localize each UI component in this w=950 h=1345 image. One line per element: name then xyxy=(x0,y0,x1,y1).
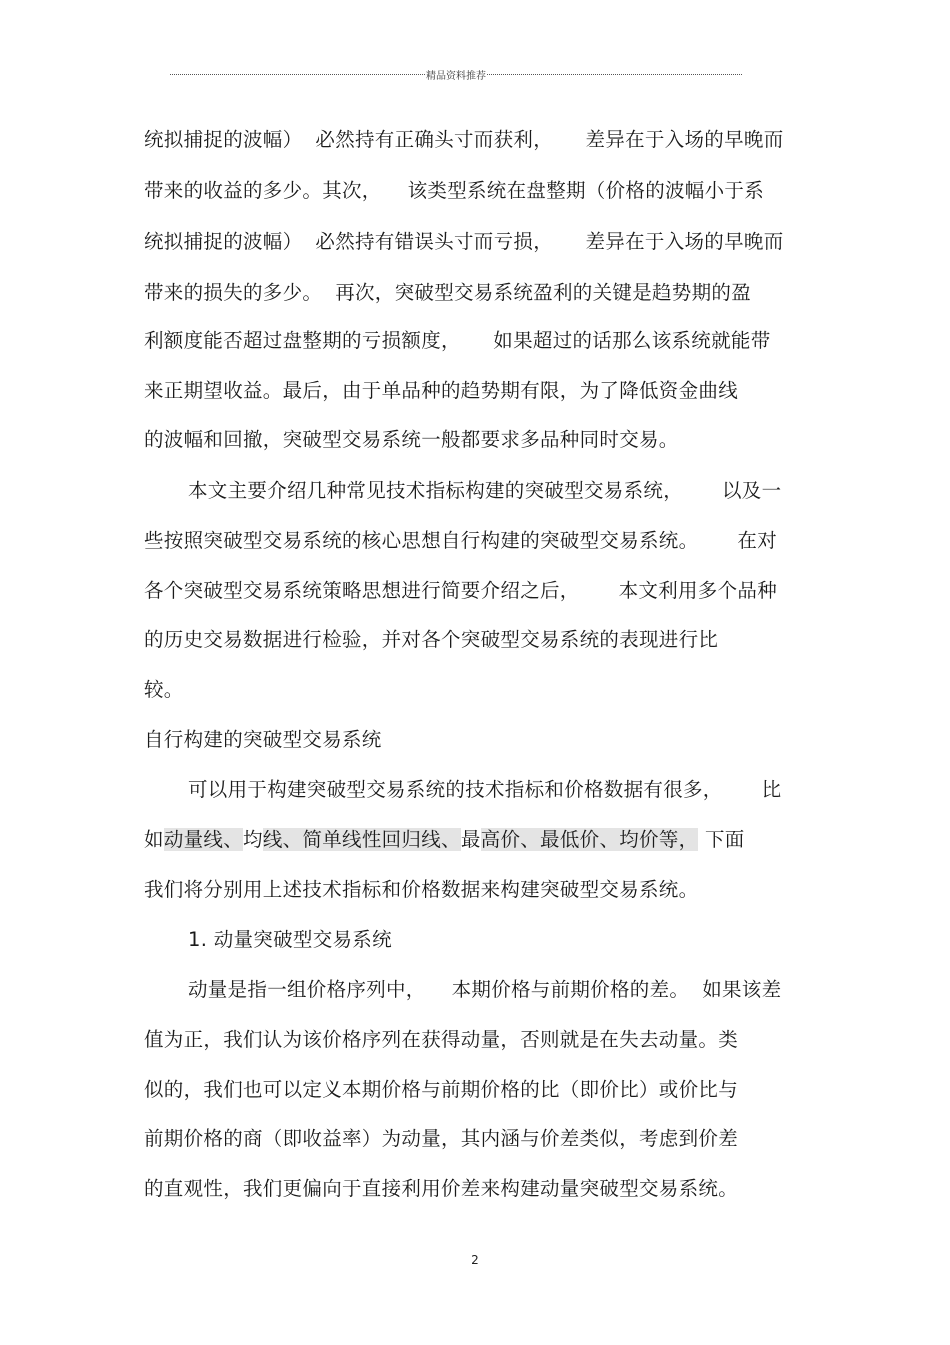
text-line: 统拟捕捉的波幅） 必然持有错误头寸而亏损， 差异在于入场的早晚而 xyxy=(144,230,784,253)
highlighted-text: 高价、最低价、均价等， xyxy=(480,828,699,851)
text-line: 前期价格的商（即收益率）为动量，其内涵与价差类似，考虑到价差 xyxy=(144,1127,739,1150)
numbered-subheading: 1. 动量突破型交易系统 xyxy=(188,928,392,951)
text-line: 动量是指一组价格序列中， 本期价格与前期价格的差。 如果该差 xyxy=(188,978,782,1001)
header-text: 精品资料推荐 xyxy=(426,70,486,82)
text-line: 的历史交易数据进行检验，并对各个突破型交易系统的表现进行比 xyxy=(144,628,719,651)
text-run: 下面 xyxy=(698,828,745,851)
page-header xyxy=(170,66,742,82)
text-line: 的波幅和回撤，突破型交易系统一般都要求多品种同时交易。 xyxy=(144,428,679,451)
section-heading: 自行构建的突破型交易系统 xyxy=(144,728,382,751)
text-line: 可以用于构建突破型交易系统的技术指标和价格数据有很多， 比 xyxy=(188,778,782,801)
highlighted-text: 简单线性回归线、 xyxy=(302,828,461,851)
text-line: 似的，我们也可以定义本期价格与前期价格的比（即价比）或价比与 xyxy=(144,1078,739,1101)
text-line: 统拟捕捉的波幅） 必然持有正确头寸而获利， 差异在于入场的早晚而 xyxy=(144,128,784,151)
text-line: 来正期望收益。最后，由于单品种的趋势期有限，为了降低资金曲线 xyxy=(144,379,739,402)
text-line: 带来的损失的多少。 再次，突破型交易系统盈利的关键是趋势期的盈 xyxy=(144,281,751,304)
highlighted-text: 线、 xyxy=(262,828,303,851)
text-line: 各个突破型交易系统策略思想进行简要介绍之后， 本文利用多个品种 xyxy=(144,579,777,602)
text-line: 我们将分别用上述技术指标和价格数据来构建突破型交易系统。 xyxy=(144,878,699,901)
text-line: 值为正，我们认为该价格序列在获得动量，否则就是在失去动量。类 xyxy=(144,1028,739,1051)
text-run: 最 xyxy=(460,828,481,851)
text-line: 本文主要介绍几种常见技术指标构建的突破型交易系统， 以及一 xyxy=(188,479,782,502)
header-dotted-rule-right xyxy=(487,74,742,75)
text-line-highlighted xyxy=(144,825,745,855)
text-run: 如 xyxy=(144,828,164,851)
page-number: 2 xyxy=(471,1253,479,1267)
highlighted-text: 动量线、 xyxy=(163,828,244,851)
text-line: 的直观性，我们更偏向于直接利用价差来构建动量突破型交易系统。 xyxy=(144,1177,739,1200)
text-run: 均 xyxy=(243,828,263,851)
text-line: 些按照突破型交易系统的核心思想自行构建的突破型交易系统。 在对 xyxy=(144,529,777,552)
text-line: 带来的收益的多少。其次， 该类型系统在盘整期（价格的波幅小于系 xyxy=(144,179,764,202)
header-dotted-rule-left xyxy=(170,74,425,75)
text-line: 较。 xyxy=(144,678,184,701)
text-line: 利额度能否超过盘整期的亏损额度， 如果超过的话那么该系统就能带 xyxy=(144,329,771,352)
